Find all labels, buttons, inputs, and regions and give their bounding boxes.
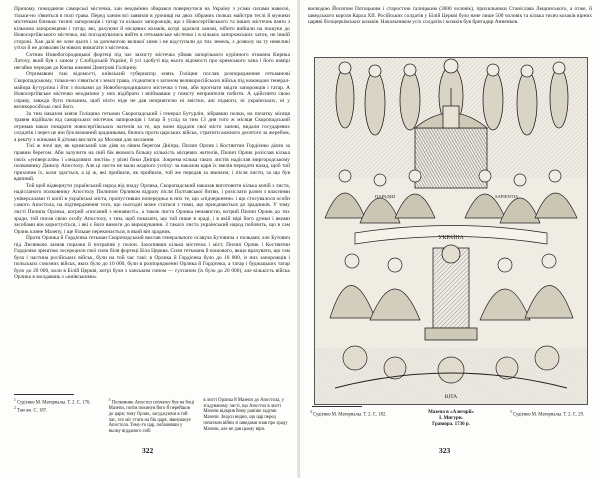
paragraph: Сотник Новобогородицької фортеці під час захисту містечка уймав запорізького курінного отамана Кирика Латоху, який був з ханом у Слобідській Україні, й усі здобуті від нього відомості про кримського хана і його намірі негайно передав до Києва князеві Дмитрові Голіцину. bbox=[14, 51, 290, 71]
paragraph: Той щоб відвернути український народ від знаду Орлика, Скоропадський наказав виготовити кілька копій з листа, надісланого полковнику Апостолу Пилипом Орликом відразу після Полтавської битви, і розіслати разом з власними універсалами ті копії в українські міста, пропустивши попередньо в них те, що «підчеркнене» і що стосувалося особи самого Апостола, на підтвердження того, що сьогодні може статися з тими, що приєднаються до зрадників. У тому листі Пилипа Орлика, котрий «писаний з ненависті», а також листа Орлика ненавистю, котрий Пилип Орлик до тих зради, той писав свою особу Апостолу, з тим, щоб показати, що той пише в зраді, і в якій мірі його думки і якими засобами він користується, і які є його вимоги до вирощування. З такого листа український народ побачить, що в сам Орлик кляне Мазепу, і ще більше переконається, в який він зрадник. bbox=[14, 182, 290, 235]
page-number-right: 323 bbox=[439, 446, 451, 455]
footnote: $^3$ Полковник Апостол спочатку був на боці Мазепи, потім покинув його й перейшов до царя; тому Орлик, засуджуючи в той час, хто міг стати на бік царя, звинувачує Апостола. Тому-то цар, побачивши у ньому відданого собі bbox=[108, 398, 195, 435]
paragraph: Отримавши такі відомості, київський губернатор князь Голіцин послав розпорядження гетьманові Скоропадському, тільки-но з'явиться з землі трава, з'єднатися з загоном великоросійських військ під командою генерал-майора Бутурліна і йти з полками до Новобогородицького містечка з тим, аби прогнати звідти запорожців і татар. А Новосергіївське містечко неодмінно у них відібрати і впіймавши у помсту неприятелів побити. А здійснити свою справу, завжди бути пильним, щоб ніхто ніде не дав неприятелю ні звістки, ані підмоги, ні українських, ні у великоросійські свої його. bbox=[14, 71, 290, 111]
left-page-body bbox=[14, 6, 290, 388]
caption-line: Мазепа в «Алегорії» bbox=[428, 410, 474, 415]
footnote-rule bbox=[14, 394, 74, 395]
mazepa-allegory-engraving bbox=[314, 57, 588, 405]
engraving-caption bbox=[405, 410, 497, 428]
right-page bbox=[300, 0, 600, 478]
right-page-body bbox=[308, 6, 592, 26]
engraving-banner-left: ПАРАДИЗ bbox=[375, 194, 396, 199]
footnote: $^5$ Судієнко М. Материалы. Т. 2. С. 29. bbox=[510, 410, 585, 418]
footnote: $^1$ Судієнко М. Материалы. Т. 2. С. 176. bbox=[14, 398, 91, 406]
paragraph: Тієї ж ночі ще, як кримський хан діяв за лівим берегом Дніпра, Пилип Орлик і Костянтин Гордієнко діяли за правим берегом. Аби залучити на свій бік якомога більшу кількість місцевих жителів, Пилип Орлик розіслав кілька своїх «універсалів» і «знадливих листів» у різні боки Дніпра. Зокрема кілька таких листів надіслав миргородському полковнику Данилу Апостолу. Але ці листи не мали жодного успіху: за наказом царя їх звелів передати назад, щоб той прихопив їх, коли здасться, а ці ж, які прийшли, як прийшли, той же передав за звичаєм, і після листи, за що був вдячний. bbox=[14, 143, 290, 183]
paragraph: воєводою Йосипом Потоцьким і старостою галицьким (3000 чоловік), прихильники Станіслава Лещинського, а отже, й шведського короля Карла XII. Російських солдатів у Білій Церкві було наче лише 500 чоловік та кілька тисяч козаків вірних царяві білоцерківських козаків. Начальником усіх солдатів і козаків був бригадир Анненков. bbox=[308, 6, 592, 26]
engraving-banner-right: SAPIENTIA bbox=[495, 194, 519, 199]
footnote: $^2$ Там же. С. 187. bbox=[14, 406, 48, 414]
page-number-left: 322 bbox=[142, 446, 154, 455]
paragraph: Причому, покидаючи самарські містечка, хан неодмінно збирався повернутися на Україну з усіми силами навесні, тільки-но з'явиться в полі трава. Перед ханом всі заявили в урочищі на двох зібраних полках майстри теслі й мужики містечкам близько тисячі запорожців і татар та кількох запорожців, що з Новосергіївського та інших містечок взято з кількома запорожцями і татар, які, рахуючи й місцевих козаків, котрі здалися ханові, нібито вийшли на пошуки до Новосергіївського містечка, які погоджувались вийти в гетьманське містечко і в кількох запорожських хаток, не іншій стороні. Хан далі не хоче цього і за допомогою великої зими і не відступали до тих земель, з дозволу на ту невеликі утіхи й не дозволяв їм ніяких вимагати з містечок. bbox=[14, 6, 290, 52]
paragraph: За тим наказом князя Голіцина гетьман Скоропадський і генерал Бутурлін, зібравши полки, на початку місяця травня відійшли від самарських містечок запорожців і татар й услід за тим 13 дня того ж місяця Скоропадський отримав наказ покарати новосергіївських жителів за те, що вони віддали свої місто ханові, видали государевих солдатів і через це він був визнаний зрадниками, бились проти царських військ, стратити кожного десятого за жеребом, а решту з жінками й дітьми вислати до Москви для заслання. bbox=[14, 110, 290, 143]
banner-text: УКРАЇНА bbox=[438, 235, 464, 241]
footnote: $^4$ Судієнко М. Материалы. Т. 2. С. 182. bbox=[310, 410, 387, 418]
footnote-rule bbox=[312, 406, 362, 407]
footnote-continued: в листі Орлика й Мазепи до Апостола, у згадуваному листі, що Апостол в листі Мазепи відкрив йому раніше задуми Мазепи. Звідси видно, що цар перед початком війни зі шведами знав про зраду Мазепи, але не дав цьому віри. bbox=[203, 398, 288, 432]
engraving-inscription: ΒΙΤΑ bbox=[444, 394, 458, 400]
caption-line: Гравюра. 1736 р. bbox=[432, 422, 470, 427]
caption-line: І. Мигури. bbox=[439, 416, 463, 421]
central-statue bbox=[425, 245, 477, 340]
paragraph: Проти Орлика й Гордієнка гетьман Скоропадський вислав генерального осавула Бутовича з полками; але Бутович під Лисянкою зазнав поразки й потрапив у полон. Захопивши кілька містечок і міст, Пилип Орлик і Костянтин Гордієнко зрештою зосередили свої сили біля фортеці Біла Церква. Сили гетьмана й кошового, якщо врахувати, що там була і частина російських військ, були на той час такі: в Орлика й Гордієнка було до 10 000, із них запорожців і польських союзних військ, яких було до 10 000, були в розпорядженні Орлика й Гордієнка, а татар і буджацьких татар було до 20 000, коли в Білій Церкві, котрі були з ханським сином — султаном (їх було до 20 000), але кількість військ Орлика в молдавань з «київськими» bbox=[14, 235, 290, 281]
left-footnotes bbox=[14, 394, 290, 444]
